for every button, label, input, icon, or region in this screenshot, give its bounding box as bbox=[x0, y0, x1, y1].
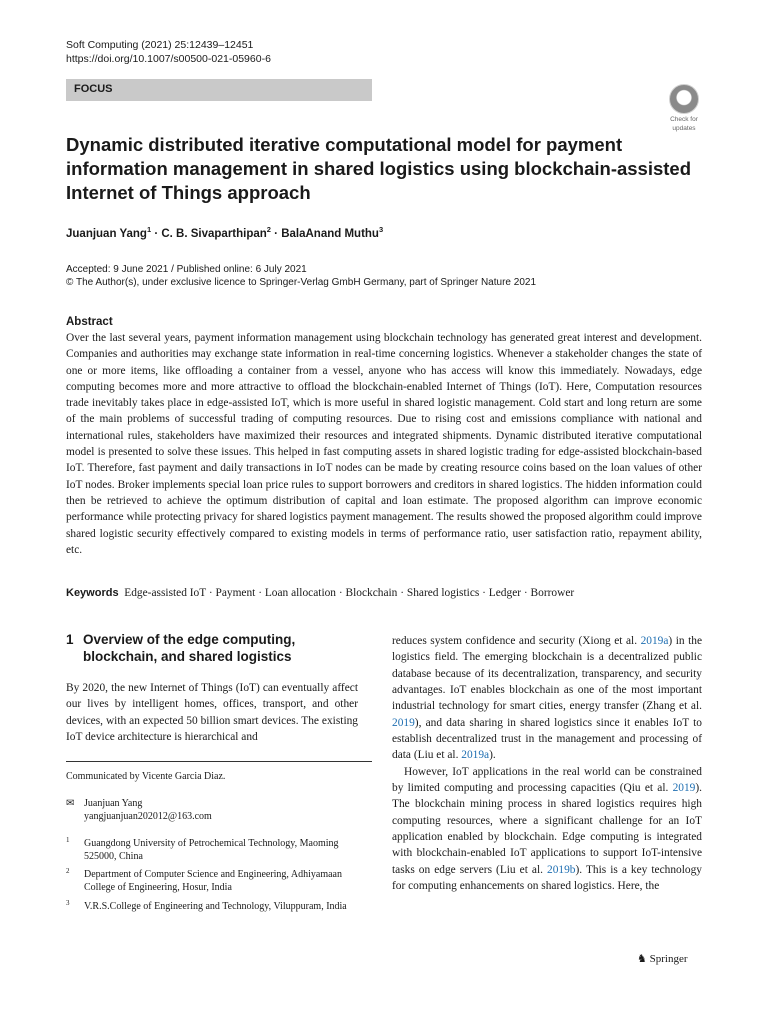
body-text: ) in the logistics field. The emerging blockchain is a decentralized public database because of its decentralization, transparency, and security advantages. IoT enables blockchain as one of the most important industrial technology for smart cities, energy transfer (Zhang et al. bbox=[392, 635, 703, 713]
affiliation-text: V.R.S.College of Engineering and Technology, Viluppuram, India bbox=[84, 901, 347, 912]
publisher-logo bbox=[637, 952, 688, 965]
publication-dates bbox=[66, 263, 536, 289]
journal-header bbox=[66, 38, 271, 66]
citation-link[interactable]: 2019a bbox=[640, 635, 669, 647]
citation-link[interactable]: 2019a bbox=[461, 749, 490, 762]
section-heading bbox=[66, 631, 372, 665]
body-text: ). The blockchain mining process in shared logistics requires high computing resources, where a significant challenge for an IoT application enabled by blockchain. Edge computing is integrated with blockchain-enabled IoT applications to support IoT-intensive tasks on edge servers (Liu et al. bbox=[392, 782, 702, 876]
check-for-updates-badge[interactable] bbox=[664, 84, 704, 132]
focus-label: FOCUS bbox=[74, 83, 113, 95]
keywords-list: Edge-assisted IoT · Payment · Loan allocation · Blockchain · Shared logistics · Ledger · Borrower bbox=[124, 587, 575, 599]
body-text: However, IoT applications in the real world can be constrained by limited computing and processing capacities (Qiu et al. bbox=[392, 765, 702, 795]
section-title: Overview of the edge computing, blockchain, and shared logistics bbox=[83, 632, 296, 664]
citation-link[interactable]: 2019 bbox=[672, 782, 696, 795]
publisher-name: Springer bbox=[649, 953, 688, 965]
envelope-icon: ✉ bbox=[66, 798, 75, 809]
author-separator: · bbox=[270, 227, 282, 240]
doi-link[interactable]: https://doi.org/10.1007/s00500-021-05960-6 bbox=[66, 53, 271, 65]
body-column-right bbox=[392, 633, 702, 895]
body-text: reduces system confidence and security (Xiong et al. bbox=[392, 635, 641, 647]
focus-banner bbox=[66, 79, 372, 101]
crossmark-label-2: updates bbox=[672, 125, 696, 132]
accepted-published-line: Accepted: 9 June 2021 / Published online: 6 July 2021 bbox=[66, 264, 307, 275]
paper-title: Dynamic distributed iterative computational model for payment information management in shared logistics using blockchain-assisted Internet of Things approach bbox=[66, 134, 692, 203]
communicated-by: Communicated by Vicente Garcia Diaz. bbox=[66, 771, 226, 782]
body-text: ). This is a key technology for computing enhancements on shared logistics. Here, the bbox=[392, 863, 702, 893]
citation-link[interactable]: 2019 bbox=[392, 716, 415, 729]
springer-horse-icon: ♞ bbox=[637, 953, 647, 965]
abstract-heading: Abstract bbox=[66, 316, 113, 328]
abstract-text: Over the last several years, payment information management using blockchain technology has generated great interest and development. Companies and authorities may exchange state information in real-time concerning logistics. Whenever a stakeholder changes the state of one or more items, like offloading a container from a vessel, anyone who has access will know this immediately. Nowadays, edge computing becomes more and more attractive to offload the blockchain-enabled Internet of Things (IoT). Here, Computation resources trade inevitably takes place in edge-assisted IoT, which is more useful in shared logistic management. Cold start and long return are some of the main problems of successful trading of computing resources. Due to rising cost and emissions compliance with national and international rules, stakeholders have maximized their resources and integrated shipments. Dynamic distributed iterative computational model is presented to solve these issues. This helped in fast computing assets in shared logistic trading for edge-assisted blockchain-based IoT. Therefore, fast payment and daily transactions in IoT nodes can be made by creating resource coins based on the loan values of other IoT nodes. Broker implements special loan price rules to support borrowers and creditors in shared logistics. The hidden information could then be retrieved to achieve the optimum distribution of capital and loan estimate. The proposed algorithm can improve economic performance while protecting privacy for shared logistics payment management. The results showed the proposed algorithm could improve shared logistic security effectively compared to existing models in terms of performance ratio, user satisfaction ratio, repayment ability, etc. bbox=[66, 332, 702, 556]
affiliation-text: Guangdong University of Petrochemical Technology, Maoming 525000, China bbox=[84, 838, 339, 862]
affiliation bbox=[66, 900, 366, 913]
affiliation-number: 2 bbox=[66, 867, 70, 875]
body-text: ). bbox=[489, 749, 496, 762]
affiliation-text: Department of Computer Science and Engineering, Adhiyamaan College of Engineering, Hosur, India bbox=[84, 869, 342, 893]
author-affil-marker: 3 bbox=[378, 225, 384, 234]
author-name[interactable]: C. B. Sivaparthipan bbox=[161, 227, 267, 240]
corresponding-author bbox=[66, 797, 212, 823]
corresponding-email[interactable]: yangjuanjuan202012@163.com bbox=[84, 811, 212, 822]
author-list bbox=[66, 225, 383, 240]
body-text: ), and data sharing in shared logistics since it enables IoT to establish decentralized trust in the management and processing of data (Liu et al. bbox=[392, 716, 702, 762]
affiliation bbox=[66, 868, 366, 894]
journal-citation: Soft Computing (2021) 25:12439–12451 bbox=[66, 39, 254, 51]
copyright-line: © The Author(s), under exclusive licence to Springer-Verlag GmbH Germany, part of Springer Nature 2021 bbox=[66, 277, 536, 288]
affiliation-number: 1 bbox=[66, 836, 70, 844]
corresponding-name: Juanjuan Yang bbox=[84, 798, 143, 809]
affiliation bbox=[66, 837, 366, 863]
author-affil-marker: 2 bbox=[266, 225, 271, 234]
footnote-divider bbox=[66, 761, 372, 762]
author-name[interactable]: BalaAnand Muthu bbox=[281, 227, 379, 240]
author-affil-marker: 1 bbox=[146, 225, 152, 234]
author-name[interactable]: Juanjuan Yang bbox=[66, 227, 147, 240]
keywords-line bbox=[66, 587, 706, 599]
crossmark-icon bbox=[669, 84, 699, 114]
crossmark-label-1: Check for bbox=[670, 116, 698, 123]
body-paragraph-left: By 2020, the new Internet of Things (IoT) can eventually affect our lives by intelligent homes, offices, transport, and other devices, with an expected 50 billion smart devices. The existing IoT device architecture is hierarchical and bbox=[66, 682, 358, 743]
affiliation-number: 3 bbox=[66, 899, 70, 907]
citation-link[interactable]: 2019b bbox=[547, 863, 576, 876]
section-number: 1 bbox=[66, 632, 74, 647]
author-separator: · bbox=[151, 227, 162, 240]
keywords-heading: Keywords bbox=[66, 587, 119, 599]
